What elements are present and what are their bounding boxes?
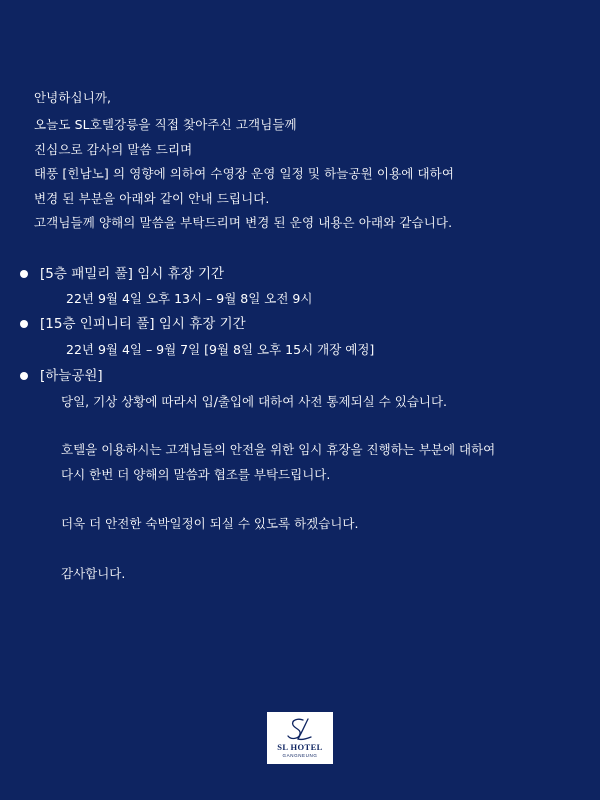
closing-line: 호텔을 이용하시는 고객님들의 안전을 위한 임시 휴장을 진행하는 부분에 대하여 bbox=[61, 442, 496, 457]
thank-you-line: 감사합니다. bbox=[61, 566, 126, 581]
infinity-pool-closure-period: 22년 9월 4일 – 9월 7일 [9월 8일 오후 15시 개장 예정] bbox=[66, 342, 375, 357]
bullet-dot-icon bbox=[20, 372, 28, 380]
sky-park-notice: 당일, 기상 상황에 따라서 입/출입에 대하여 사전 통제되실 수 있습니다. bbox=[61, 394, 448, 409]
closing-line: 다시 한번 더 양해의 말씀과 협조를 부탁드립니다. bbox=[61, 467, 331, 482]
logo-location: GANGNEUNG bbox=[282, 753, 318, 758]
greeting-line: 안녕하십니까, bbox=[34, 90, 112, 105]
sl-monogram-icon bbox=[267, 715, 333, 743]
infinity-pool-heading: [15층 인피니티 풀] 임시 휴장 기간 bbox=[40, 316, 246, 332]
intro-line: 진심으로 감사의 말씀 드리며 bbox=[34, 142, 193, 157]
sl-hotel-logo bbox=[267, 712, 333, 764]
bullet-dot-icon bbox=[20, 270, 28, 278]
intro-line: 오늘도 SL호텔강릉을 직접 찾아주신 고객님들께 bbox=[34, 117, 297, 132]
family-pool-heading: [5층 패밀리 풀] 임시 휴장 기간 bbox=[40, 266, 225, 282]
intro-line: 변경 된 부분을 아래와 같이 안내 드립니다. bbox=[34, 191, 270, 206]
logo-hotel-name: SL HOTEL bbox=[277, 742, 323, 752]
intro-line: 태풍 [힌남노] 의 영향에 의하여 수영장 운영 일정 및 하늘공원 이용에 대하여 bbox=[34, 166, 455, 181]
closing-line: 더욱 더 안전한 숙박일정이 되실 수 있도록 하겠습니다. bbox=[61, 516, 359, 531]
sky-park-heading: [하늘공원] bbox=[40, 368, 103, 384]
intro-line: 고객님들께 양해의 말씀을 부탁드리며 변경 된 운영 내용은 아래와 같습니다. bbox=[34, 215, 453, 230]
family-pool-closure-period: 22년 9월 4일 오후 13시 – 9월 8일 오전 9시 bbox=[66, 291, 313, 306]
bullet-dot-icon bbox=[20, 320, 28, 328]
